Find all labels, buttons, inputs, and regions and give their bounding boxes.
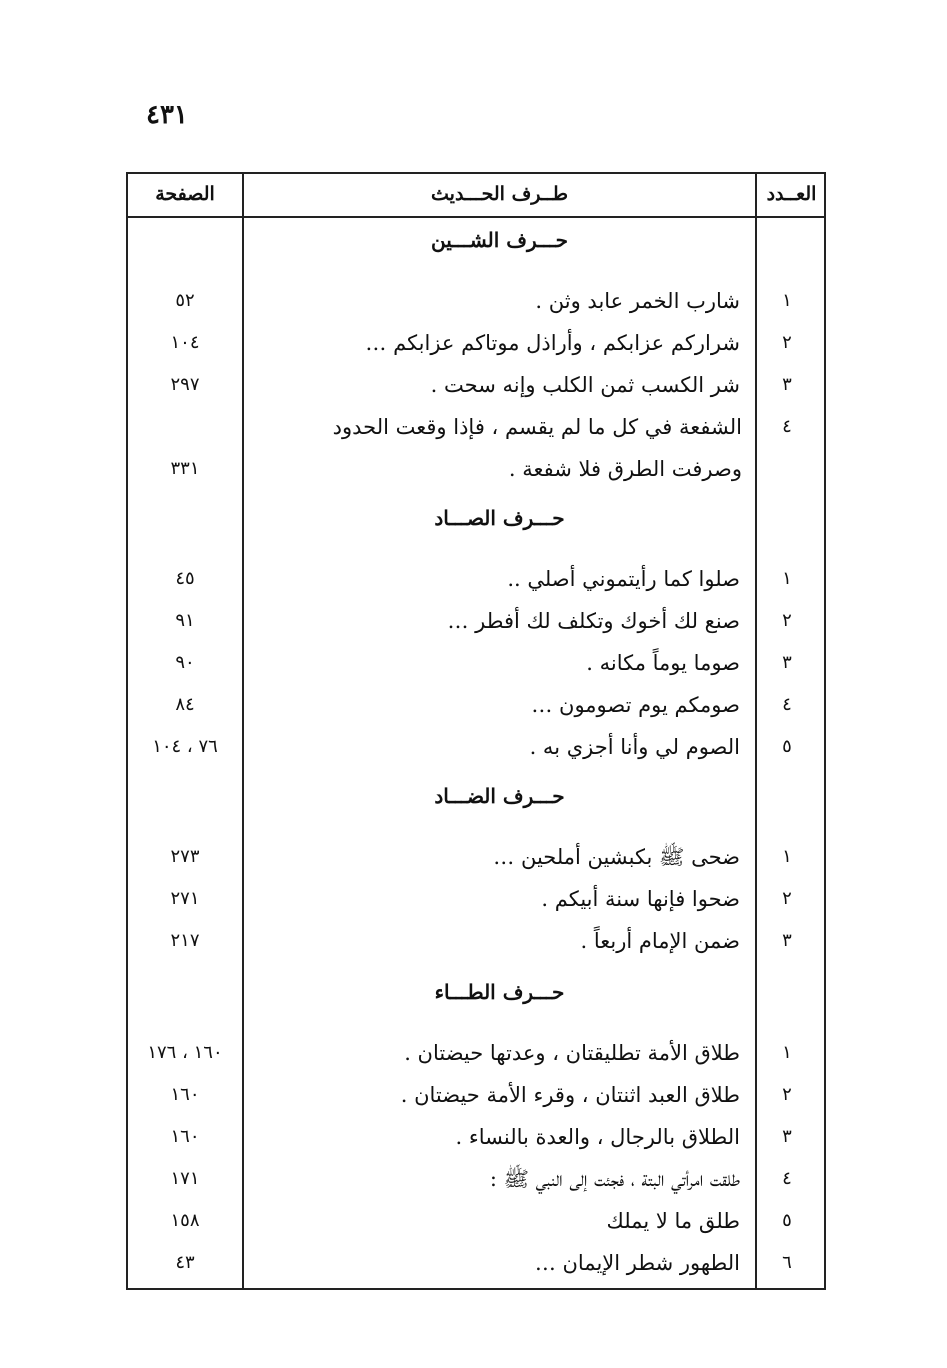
row-number: ٤ <box>782 416 792 437</box>
hadith-text: الطهور شطر الإيمان … <box>534 1251 740 1275</box>
page-ref: ٥٢ <box>175 290 195 311</box>
row-number: ٢ <box>782 610 792 631</box>
row-number: ٥ <box>782 736 792 757</box>
hadith-text: طلاق الأمة تطليقتان ، وعدتها حيضتان . <box>404 1041 740 1065</box>
page-ref: ٢٧٣ <box>170 846 200 867</box>
table-header <box>128 174 824 218</box>
hadith-text: شارب الخمر عابد وثن . <box>535 289 740 313</box>
row-number: ٦ <box>782 1252 792 1273</box>
hadith-text: صوما يوماً مكانه . <box>586 651 740 675</box>
section-title: حـــرف الشـــين <box>430 228 568 252</box>
page-ref: ١٦٠ <box>170 1126 200 1147</box>
hadith-text: الشفعة في كل ما لم يقسم ، فإذا وقعت الحدود وصرفت الطرق فلا شفعة . <box>332 415 742 481</box>
hadith-index-table <box>126 172 826 1290</box>
hadith-text: طلق ما لا يملك <box>606 1209 740 1233</box>
hadith-text: الطلاق بالرجال ، والعدة بالنساء . <box>455 1125 740 1149</box>
hadith-text: ضحى ﷺ بكبشين أملحين … <box>493 845 740 869</box>
page-ref: ٣٣١ <box>170 458 200 479</box>
row-number: ٣ <box>782 1126 792 1147</box>
page-ref: ٤٥ <box>175 568 195 589</box>
page-ref: ٨٤ <box>175 694 195 715</box>
row-number: ٣ <box>782 652 792 673</box>
page-ref: ٢١٧ <box>170 930 200 951</box>
row-number: ١ <box>782 290 792 311</box>
page-ref: ١٦٠ <box>170 1084 200 1105</box>
section-title: حـــرف الطـــاء <box>434 980 565 1004</box>
row-number: ١ <box>782 568 792 589</box>
page-ref: ١٦٠ ، ١٧٦ <box>147 1042 223 1063</box>
hadith-text: ضمن الإمام أربعاً . <box>580 929 740 953</box>
page-number: ٤٣١ <box>146 100 188 130</box>
row-number: ٥ <box>782 1210 792 1231</box>
row-number: ٢ <box>782 1084 792 1105</box>
header-hadith: طــرف الحـــديث <box>431 183 568 205</box>
row-number: ٤ <box>782 694 792 715</box>
page-ref: ٤٣ <box>175 1252 195 1273</box>
row-number: ١ <box>782 1042 792 1063</box>
section-title: حـــرف الصـــاد <box>434 506 565 530</box>
header-number: العــدد <box>766 183 817 205</box>
hadith-text: طلاق العبد اثنتان ، وقرء الأمة حيضتان . <box>400 1083 740 1107</box>
row-number: ١ <box>782 846 792 867</box>
row-number: ٢ <box>782 888 792 909</box>
hadith-text: صومكم يوم تصومون … <box>531 693 740 717</box>
row-number: ٣ <box>782 930 792 951</box>
hadith-text: ضحوا فإنها سنة أبيكم . <box>541 887 740 911</box>
hadith-text: صنع لك أخوك وتكلف لك أفطر … <box>447 609 740 633</box>
hadith-text: صلوا كما رأيتموني أصلي .. <box>507 567 740 591</box>
page-ref: ١٠٤ <box>170 332 200 353</box>
hadith-text: شراركم عزابكم ، وأراذل موتاكم عزابكم … <box>365 331 740 355</box>
column-divider <box>242 174 244 1288</box>
hadith-text: شر الكسب ثمن الكلب وإنه سحت . <box>430 373 740 397</box>
row-number: ٢ <box>782 332 792 353</box>
row-number: ٣ <box>782 374 792 395</box>
page-ref: ١٥٨ <box>170 1210 200 1231</box>
hadith-text: الصوم لي وأنا أجزي به . <box>529 735 740 759</box>
page-ref: ٢٧١ <box>170 888 200 909</box>
page-ref: ٧٦ ، ١٠٤ <box>152 736 218 757</box>
page-ref: ٩١ <box>175 610 195 631</box>
header-page: الصفحة <box>155 183 215 205</box>
row-number: ٤ <box>782 1168 792 1189</box>
page-ref: ٢٩٧ <box>170 374 200 395</box>
page-ref: ٩٠ <box>175 652 195 673</box>
page-ref: ١٧١ <box>170 1168 200 1189</box>
section-title: حـــرف الضـــاد <box>434 784 565 808</box>
hadith-text: طلقت امرأتي البتة ، فجئت إلى النبي ﷺ : <box>489 1167 740 1191</box>
